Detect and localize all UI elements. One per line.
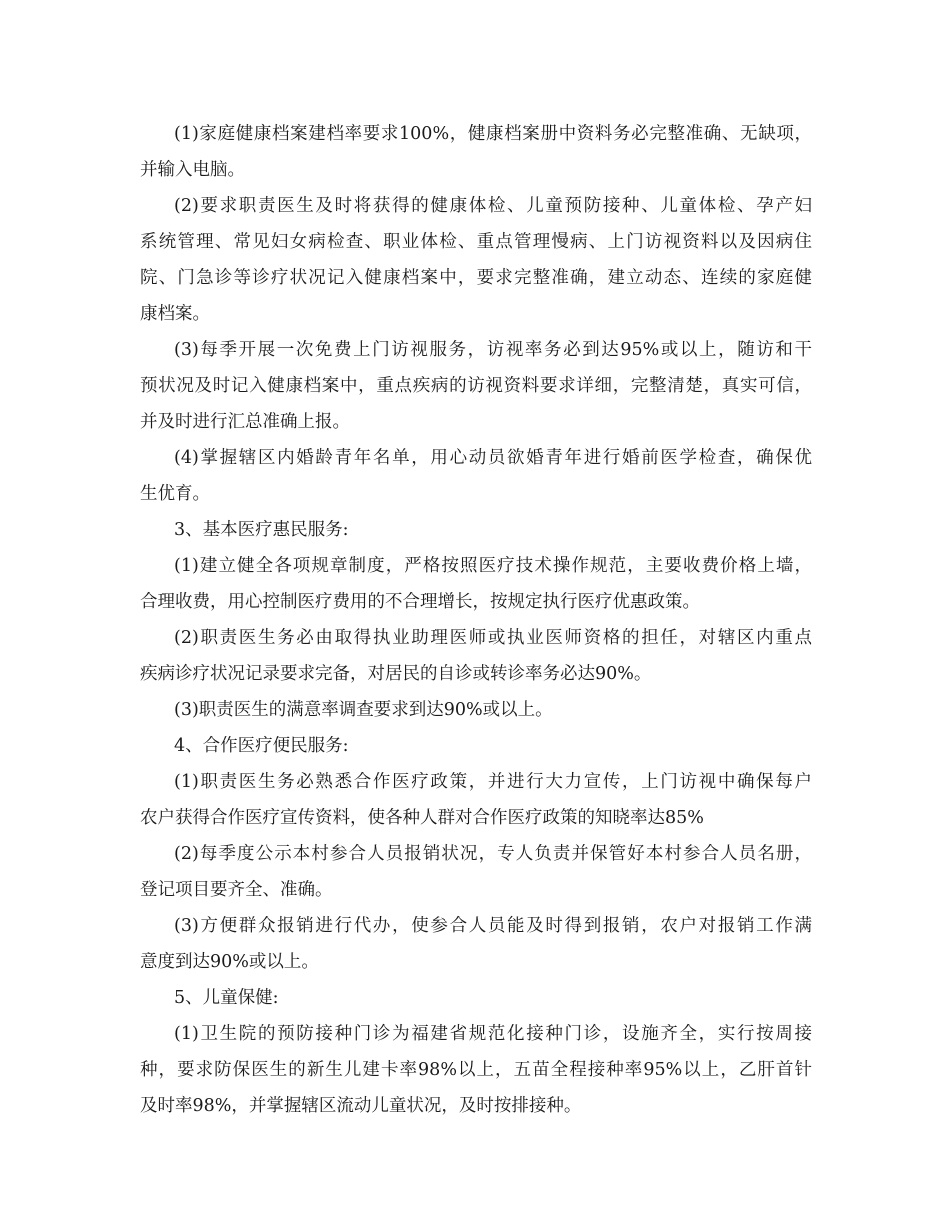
paragraph	[140, 116, 812, 188]
text-line: 意度到达90%或以上。	[140, 952, 319, 972]
text-line: 康档案。	[140, 304, 210, 324]
text-line: 种，要求防保医生的新生儿建卡率98%以上，五苗全程接种率95%以上，乙肝首针	[140, 1060, 812, 1080]
text-line: 并输入电脑。	[140, 160, 245, 180]
text-line: 并及时进行汇总准确上报。	[140, 412, 350, 432]
paragraph	[140, 692, 812, 728]
document-body	[140, 116, 812, 1124]
text-line: (3)方便群众报销进行代办，使参合人员能及时得到报销，农户对报销工作满	[174, 916, 812, 936]
paragraph	[140, 548, 812, 620]
text-line: 5、儿童保健:	[174, 988, 279, 1008]
text-line: (3)职责医生的满意率调查要求到达90%或以上。	[174, 700, 553, 720]
text-line: 及时率98%，并掌握辖区流动儿童状况，及时按排接种。	[140, 1096, 582, 1116]
text-line: (1)卫生院的预防接种门诊为福建省规范化接种门诊，设施齐全，实行按周接	[174, 1024, 812, 1044]
paragraph	[140, 836, 812, 908]
text-line: (4)掌握辖区内婚龄青年名单，用心动员欲婚青年进行婚前医学检查，确保优	[174, 448, 812, 468]
paragraph	[140, 980, 812, 1016]
paragraph	[140, 188, 812, 332]
text-line: 4、合作医疗便民服务:	[174, 736, 349, 756]
text-line: (1)家庭健康档案建档率要求100%，健康档案册中资料务必完整准确、无缺项，	[174, 124, 812, 144]
text-line: 系统管理、常见妇女病检查、职业体检、重点管理慢病、上门访视资料以及因病住	[140, 232, 812, 252]
paragraph	[140, 1016, 812, 1124]
text-line: (3)每季开展一次免费上门访视服务，访视率务必到达95%或以上，随访和干	[174, 340, 812, 360]
text-line: 3、基本医疗惠民服务:	[174, 520, 349, 540]
paragraph	[140, 512, 812, 548]
text-line: (1)建立健全各项规章制度，严格按照医疗技术操作规范，主要收费价格上墙，	[174, 556, 812, 576]
text-line: 预状况及时记入健康档案中，重点疾病的访视资料要求详细，完整清楚，真实可信，	[140, 376, 812, 396]
paragraph	[140, 620, 812, 692]
paragraph	[140, 332, 812, 440]
text-line: (2)每季度公示本村参合人员报销状况，专人负责并保管好本村参合人员名册，	[174, 844, 812, 864]
text-line: 生优育。	[140, 484, 210, 504]
text-line: 院、门急诊等诊疗状况记入健康档案中，要求完整准确，建立动态、连续的家庭健	[140, 268, 812, 288]
text-line: (1)职责医生务必熟悉合作医疗政策，并进行大力宣传，上门访视中确保每户	[174, 772, 812, 792]
paragraph	[140, 728, 812, 764]
paragraph	[140, 908, 812, 980]
text-line: 农户获得合作医疗宣传资料，使各种人群对合作医疗政策的知晓率达85%	[140, 808, 704, 828]
paragraph	[140, 440, 812, 512]
text-line: 疾病诊疗状况记录要求完备，对居民的自诊或转诊率务必达90%。	[140, 664, 652, 684]
text-line: 登记项目要齐全、准确。	[140, 880, 333, 900]
text-line: 合理收费，用心控制医疗费用的不合理增长，按规定执行医疗优惠政策。	[140, 592, 700, 612]
text-line: (2)要求职责医生及时将获得的健康体检、儿童预防接种、儿童体检、孕产妇	[174, 196, 812, 216]
text-line: (2)职责医生务必由取得执业助理医师或执业医师资格的担任，对辖区内重点	[174, 628, 812, 648]
paragraph	[140, 764, 812, 836]
